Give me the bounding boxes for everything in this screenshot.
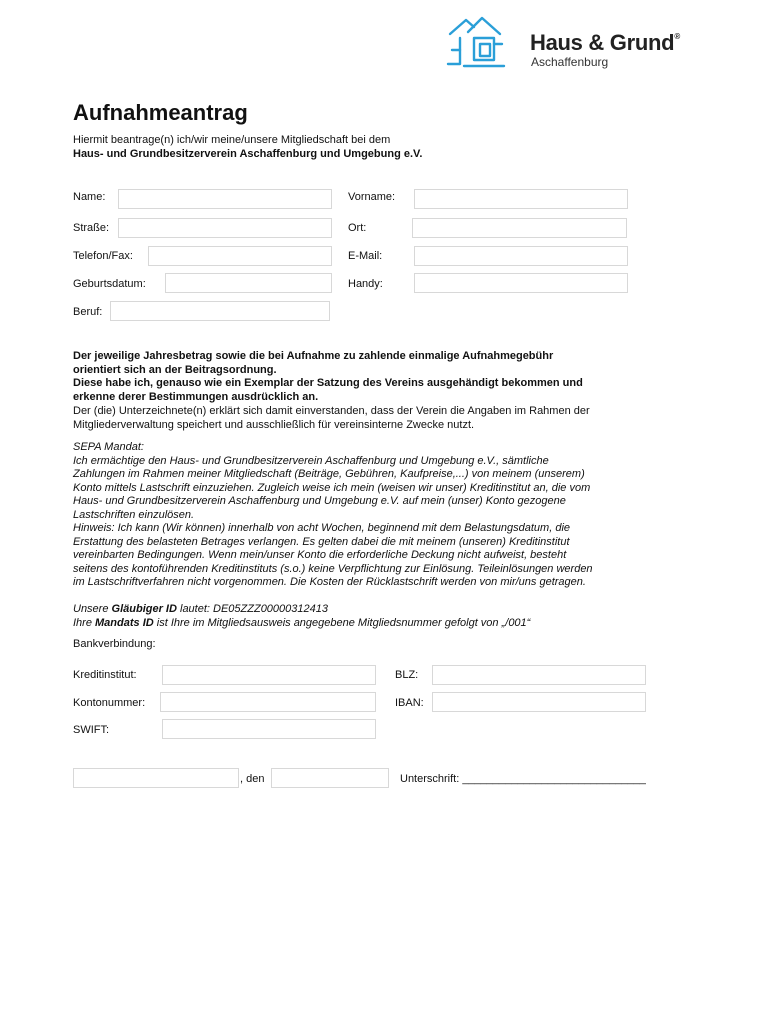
kreditinstitut-input[interactable] (162, 665, 376, 685)
handy-input[interactable] (414, 273, 628, 293)
page-title: Aufnahmeantrag (73, 100, 248, 125)
kontonummer-input[interactable] (160, 692, 376, 712)
kontonummer-label: Kontonummer: (73, 697, 146, 709)
telefon-input[interactable] (148, 246, 332, 266)
iban-label: IBAN: (395, 697, 424, 709)
swift-label: SWIFT: (73, 724, 110, 736)
telefon-label: Telefon/Fax: (73, 250, 133, 262)
house-logo-icon (444, 14, 524, 68)
brand-subtitle: Aschaffenburg (531, 55, 609, 69)
brand-name: Haus & Grund® (530, 30, 680, 55)
beruf-label: Beruf: (73, 306, 103, 318)
kreditinstitut-label: Kreditinstitut: (73, 669, 137, 681)
name-label: Name: (73, 191, 106, 203)
notice-bold: Der jeweilige Jahresbetrag sowie die bei Aufnahme zu zahlende einmalige Aufnahmegebühr orientiert sich an der Beitragsordnung. Diese habe ich, genauso wie ein Exemplar der Satzung des Vereins ausgehändigt bekommen und erkenne derer Bestimmungen ausdrücklich an. (73, 350, 583, 403)
strasse-input[interactable] (118, 218, 332, 238)
swift-input[interactable] (162, 719, 376, 739)
sepa-mandate-text: SEPA Mandat: Ich ermächtige den Haus- und Grundbesitzerverein Aschaffenburg und Umgebung e.V., sämtliche Zahlungen im Rahmen meiner Mitgliedschaft (Beiträge, Gebühren, Kaufpreise,...) von meinem (unserem) Konto mittels Lastschrift einzuziehen. Zugleich weise ich mein (weisen wir unser) Kreditinstitut an, die vom Haus- und Grundbesitzerverein Aschaffenburg und Umgebung e.V. auf mein (unser) Konto gezogene Lastschriften einzulösen. Hinweis: Ich kann (Wir können) innerhalb von acht Wochen, beginnend mit dem Belastungsdatum, die Erstattung des belasteten Betrages verlangen. Es gelten dabei die mit meinem (unseren) Kreditinstitut vereinbarten Bedingungen. Wenn mein/unser Konto die erforderliche Deckung nicht aufweist, besteht seitens des kontoführenden Kreditinstituts (s.o.) keine Verpflichtung zur Einlösung. Teileinlösungen werden im Lastschriftverfahren nicht vorgenommen. Die Kosten der Rücklastschrift werden von mir/uns getragen. (73, 441, 593, 588)
ort-input[interactable] (412, 218, 627, 238)
blz-label: BLZ: (395, 669, 419, 681)
email-label: E-Mail: (348, 250, 383, 262)
glaeubiger-id: Unsere Gläubiger ID lautet: DE05ZZZ00000312413 (73, 603, 328, 615)
bank-heading: Bankverbindung: (73, 638, 156, 650)
iban-input[interactable] (432, 692, 646, 712)
geburtsdatum-input[interactable] (165, 273, 332, 293)
intro-line-1: Hiermit beantrage(n) ich/wir meine/unsere Mitgliedschaft bei dem (73, 134, 391, 146)
vorname-label: Vorname: (348, 191, 396, 203)
blz-input[interactable] (432, 665, 646, 685)
beruf-input[interactable] (110, 301, 330, 321)
ort-label: Ort: (348, 222, 367, 234)
strasse-label: Straße: (73, 222, 110, 234)
vorname-input[interactable] (414, 189, 628, 209)
unterschrift-label: Unterschrift: ______________________________ (400, 773, 646, 785)
mandats-id: Ihre Mandats ID ist Ihre im Mitgliedsausweis angegebene Mitgliedsnummer gefolgt von „/001“ (73, 617, 531, 629)
geburtsdatum-label: Geburtsdatum: (73, 278, 146, 290)
email-input[interactable] (414, 246, 628, 266)
notice-consent: Der (die) Unterzeichnete(n) erklärt sich damit einverstanden, dass der Verein die Angaben im Rahmen der Mitgliederverwaltung speichert und ausschließlich für vereinsinterne Zwecke nutzt. (73, 405, 590, 431)
intro-line-2: Haus- und Grundbesitzerverein Aschaffenburg und Umgebung e.V. (73, 148, 423, 160)
name-input[interactable] (118, 189, 332, 209)
datum-input[interactable] (271, 768, 389, 788)
ort-signature-input[interactable] (73, 768, 239, 788)
handy-label: Handy: (348, 278, 383, 290)
den-label: , den (240, 773, 265, 785)
